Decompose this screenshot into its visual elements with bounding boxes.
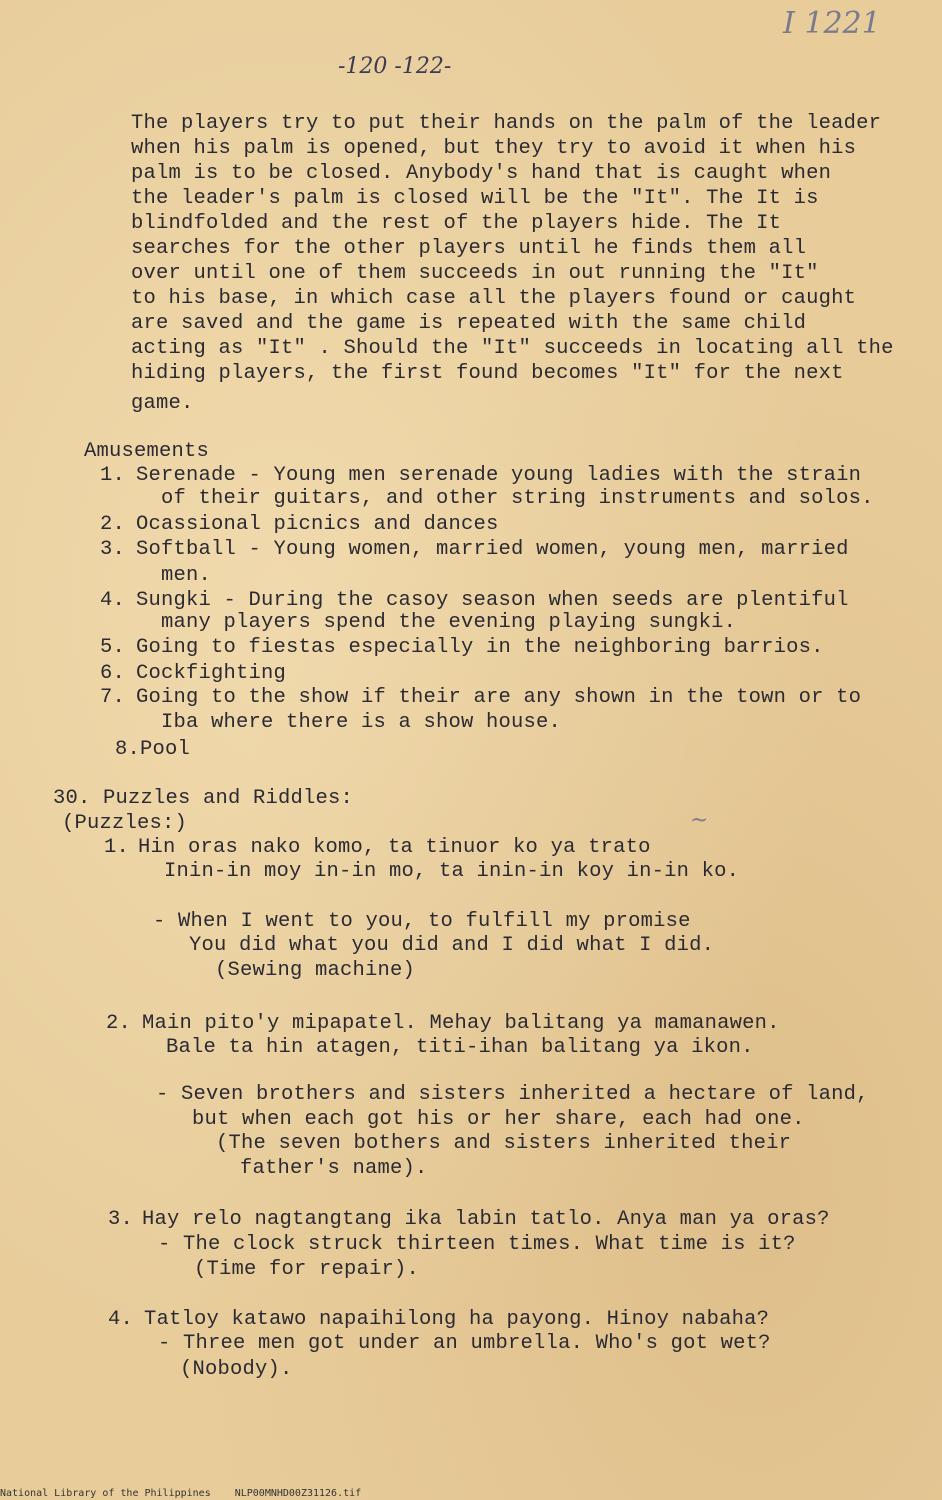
list-item-line: Softball - Young women, married women, young men, married [136,538,849,561]
puzzle-number: 3. [108,1208,134,1231]
paragraph-line: are saved and the game is repeated with the same child [131,312,807,335]
puzzle-native-line: Tatloy katawo napaihilong ha payong. Hinoy nabaha? [144,1308,770,1331]
list-item-line: men. [161,564,212,587]
list-item-line: of their guitars, and other string instruments and solos. [161,487,874,510]
section-heading: 30. Puzzles and Riddles: [53,787,354,810]
paragraph-line: palm is to be closed. Anybody's hand that is caught when [131,162,832,185]
puzzle-answer: (Nobody). [180,1358,293,1381]
list-item-line: Going to the show if their are any shown in the town or to [136,686,862,709]
scan-footer [0,1488,385,1499]
puzzles-subheading: (Puzzles:) [62,812,188,835]
list-item-line: Going to fiestas especially in the neighboring barrios. [136,636,824,659]
list-number: 6. [100,662,126,685]
paragraph-line: over until one of them succeeds in out running the "It" [131,262,819,285]
paragraph-line: to his base, in which case all the players found or caught [131,287,857,310]
list-item-line: Sungki - During the casoy season when seeds are plentiful [136,589,849,612]
puzzle-number: 2. [106,1012,132,1035]
puzzle-native-line: Inin-in moy in-in mo, ta inin-in koy in-in ko. [164,860,740,883]
puzzle-number: 1. [104,836,130,859]
footer-filename: NLP00MNHD00Z31126.tif [234,1488,362,1499]
list-item-line: Ocassional picnics and dances [136,513,499,536]
puzzle-translation-line: - The clock struck thirteen times. What time is it? [158,1233,796,1256]
puzzle-answer: (Sewing machine) [215,959,416,982]
puzzle-native-line: Hin oras nako komo, ta tinuor ko ya trato [138,836,651,859]
puzzle-native-line: Hay relo nagtangtang ika labin tatlo. Anya man ya oras? [142,1208,830,1231]
puzzle-translation-line: - When I went to you, to fulfill my promise [153,910,691,933]
puzzle-translation-line: but when each got his or her share, each had one. [192,1108,805,1131]
paragraph-line: acting as "It" . Should the "It" succeeds in locating all the [131,337,894,360]
list-item-line: Cockfighting [136,662,287,685]
puzzle-number: 4. [108,1308,134,1331]
list-number: 4. [100,589,126,612]
paragraph-line: when his palm is opened, but they try to avoid it when his [131,137,857,160]
puzzle-translation-line: You did what you did and I did what I did. [189,934,715,957]
amusements-heading: Amusements [84,440,210,463]
puzzle-answer: (Time for repair). [194,1258,420,1281]
list-number: 3. [100,538,126,561]
paragraph-line: searches for the other players until he finds them all [131,237,807,260]
paragraph-line: The players try to put their hands on the palm of the leader [131,112,882,135]
list-item-line: Iba where there is a show house. [161,711,562,734]
footer-institution: National Library of the Philippines [0,1488,211,1499]
list-number: 1. [100,464,126,487]
list-number: 7. [100,686,126,709]
paragraph-line: hiding players, the first found becomes "It" for the next [131,362,844,385]
paragraph-line: the leader's palm is closed will be the "It". The It is [131,187,819,210]
paragraph-line: game. [131,392,194,415]
list-item-line: Serenade - Young men serenade young ladies with the strain [136,464,862,487]
archive-code-annotation: I 1221 [783,6,881,41]
page-number: -120 -122- [338,54,452,79]
paragraph-line: blindfolded and the rest of the players hide. The It [131,212,782,235]
puzzle-translation-line: - Seven brothers and sisters inherited a hectare of land, [156,1083,869,1106]
list-number: 5. [100,636,126,659]
puzzle-answer: father's name). [240,1157,428,1180]
list-item-line: many players spend the evening playing sungki. [161,611,737,634]
puzzles-subheading-label: Puzzles: [74,812,175,835]
puzzle-answer: (The seven bothers and sisters inherited their [216,1132,792,1155]
handwritten-check-mark: ~ [690,808,709,833]
list-number: 8. [115,738,141,761]
list-number: 2. [100,513,126,536]
list-item-line: Pool [140,738,191,761]
puzzle-native-line: Main pito'y mipapatel. Mehay balitang ya mamanawen. [142,1012,780,1035]
puzzle-native-line: Bale ta hin atagen, titi-ihan balitang ya ikon. [166,1036,754,1059]
puzzle-translation-line: - Three men got under an umbrella. Who's got wet? [158,1332,771,1355]
